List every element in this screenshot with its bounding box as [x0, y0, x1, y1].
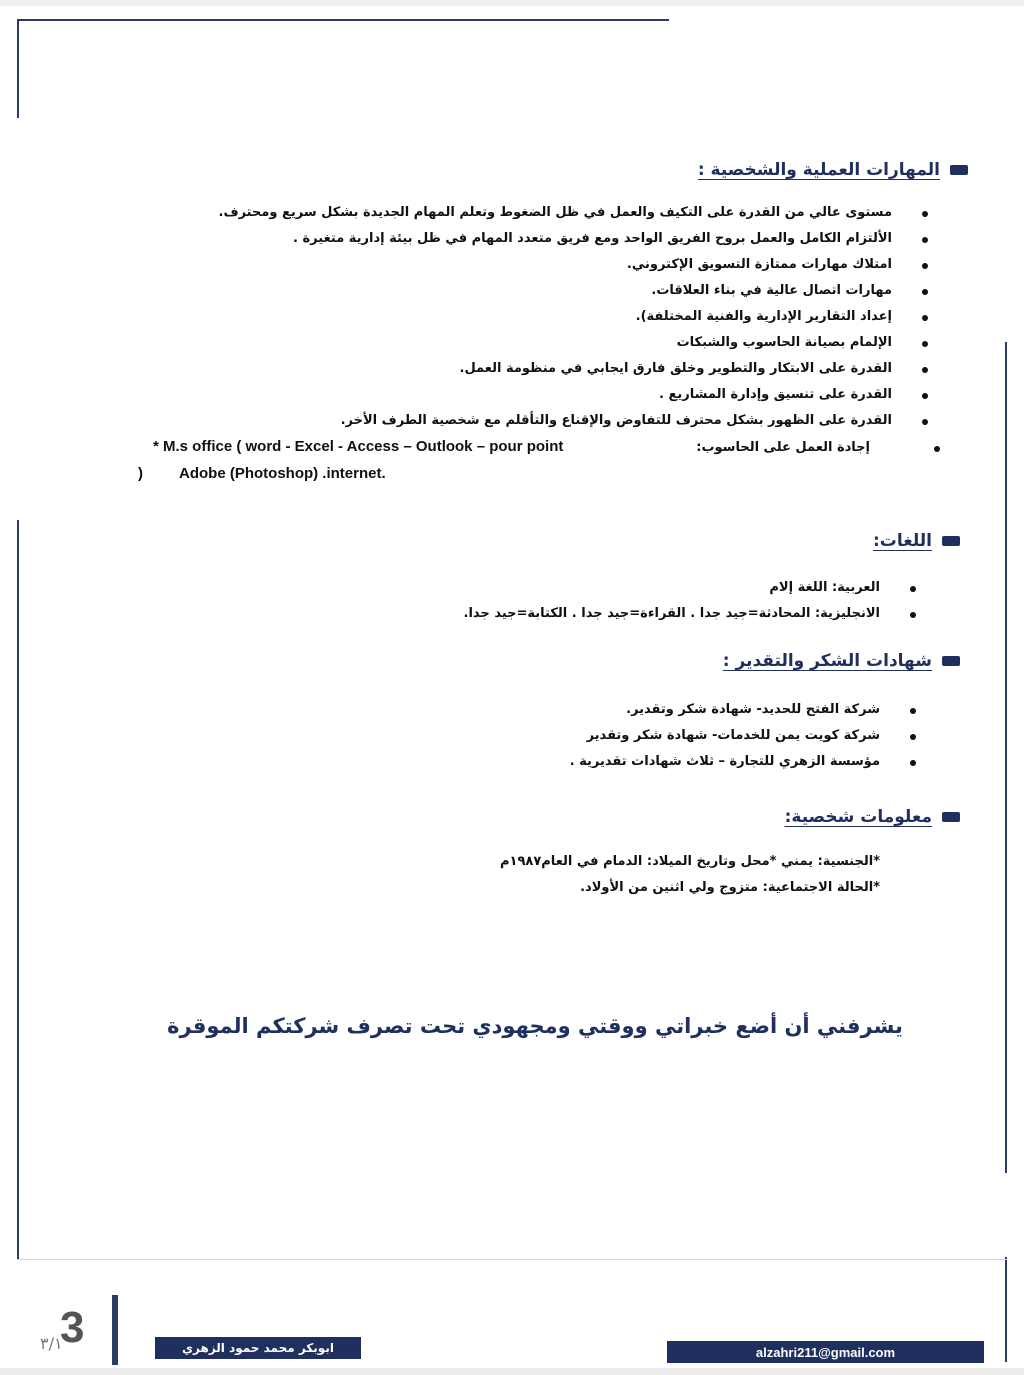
computer-skills-line-2: Adobe (Photoshop) .internet.	[179, 465, 386, 482]
footer-email: alzahri211@gmail.com	[755, 1344, 896, 1360]
frame-line-right	[1005, 342, 1007, 1173]
bullet-icon	[934, 446, 940, 452]
list-item: الانجليزية: المحادثة=جيد جدا . القراءة=جيد جدا . الكتابة=جيد جدا.	[464, 601, 916, 627]
square-bullet-icon	[942, 536, 960, 546]
list-item: إجادة العمل على الحاسوب:	[696, 435, 936, 461]
languages-heading	[873, 531, 960, 551]
list-item: الإلمام بصيانة الحاسوب والشبكات	[219, 330, 928, 356]
skills-heading	[698, 160, 968, 180]
computer-skills-list	[696, 435, 936, 461]
bullet-icon	[910, 586, 916, 592]
top-edge	[0, 0, 1024, 6]
list-item: العربية: اللغة إلام	[464, 575, 916, 601]
frame-line-bottom	[17, 1259, 1007, 1260]
certificates-heading-text: شهادات الشكر والتقدير :	[722, 651, 932, 671]
bullet-icon	[922, 289, 928, 295]
certificates-heading	[723, 651, 960, 671]
bullet-icon	[922, 367, 928, 373]
footer-name-bar	[155, 1337, 361, 1359]
square-bullet-icon	[942, 812, 960, 822]
list-item: شركة كويت يمن للخدمات- شهادة شكر وتقدير	[570, 723, 916, 749]
page-fraction: ٣/١	[40, 1334, 63, 1353]
certificates-list	[570, 697, 916, 775]
list-item: القدرة على الظهور بشكل محترف للتفاوض والإقناع والتأقلم مع شخصية الطرف الأخر.	[219, 408, 928, 434]
list-item: القدرة على تنسيق وإدارة المشاريع .	[219, 382, 928, 408]
bullet-icon	[922, 393, 928, 399]
frame-line-top	[17, 19, 669, 21]
footer-vertical-bar	[112, 1295, 118, 1365]
bullet-icon	[922, 211, 928, 217]
bullet-icon	[910, 612, 916, 618]
bullet-icon	[910, 708, 916, 714]
languages-heading-text: اللغات:	[872, 531, 932, 551]
personal-info-line-1: *الجنسية: يمني *محل وتاريخ الميلاد: الدمام في العام١٩٨٧م	[500, 854, 880, 869]
footer-email-bar	[667, 1341, 984, 1363]
list-item: شركة الفتح للحديد- شهادة شكر وتقدير.	[570, 697, 916, 723]
list-item: مؤسسة الزهري للتجارة – ثلاث شهادات تقديرية .	[570, 749, 916, 775]
personal-heading	[785, 807, 960, 827]
computer-skills-line-1: * M.s office ( word - Excel - Access – Outlook – pour point	[153, 438, 564, 455]
skills-list	[219, 200, 928, 434]
list-item: مهارات اتصال عالية في بناء العلاقات.	[219, 278, 928, 304]
square-bullet-icon	[950, 165, 968, 175]
bullet-icon	[922, 263, 928, 269]
bottom-edge	[0, 1368, 1024, 1375]
footer-name: ابوبكر محمد حمود الزهري	[182, 1341, 334, 1355]
closing-statement: يشرفني أن أضع خبراتي ووقتي ومجهودي تحت تصرف شركتكم الموقرة	[167, 1014, 903, 1038]
frame-line-left-middle	[17, 520, 19, 1260]
computer-skills-paren: )	[138, 465, 143, 482]
bullet-icon	[922, 237, 928, 243]
bullet-icon	[910, 760, 916, 766]
list-item: امتلاك مهارات ممتازة التسويق الإكتروني.	[219, 252, 928, 278]
personal-heading-text: معلومات شخصية:	[784, 807, 932, 827]
frame-line-left-top	[17, 19, 19, 118]
skills-heading-text: المهارات العملية والشخصية :	[697, 160, 940, 180]
list-item: القدرة على الابتكار والتطوير وخلق فارق ايجابي في منظومة العمل.	[219, 356, 928, 382]
bullet-icon	[922, 419, 928, 425]
languages-list	[464, 575, 916, 627]
list-item: إعداد التقارير الإدارية والفنية المختلفة).	[219, 304, 928, 330]
page-number: 3	[60, 1303, 85, 1352]
bullet-icon	[922, 341, 928, 347]
bullet-icon	[922, 315, 928, 321]
personal-info-line-2: *الحالة الاجتماعية: متزوج ولي اثنين من الأولاد.	[580, 880, 880, 895]
list-item: مستوى عالي من القدرة على التكيف والعمل في ظل الضغوط وتعلم المهام الجديدة بشكل سريع ومحترف.	[219, 200, 928, 226]
bullet-icon	[910, 734, 916, 740]
frame-line-right-bottom	[1005, 1257, 1007, 1362]
list-item: الألتزام الكامل والعمل بروح الفريق الواحد ومع فريق متعدد المهام في ظل بيئة إدارية متغيرة .	[219, 226, 928, 252]
square-bullet-icon	[942, 656, 960, 666]
